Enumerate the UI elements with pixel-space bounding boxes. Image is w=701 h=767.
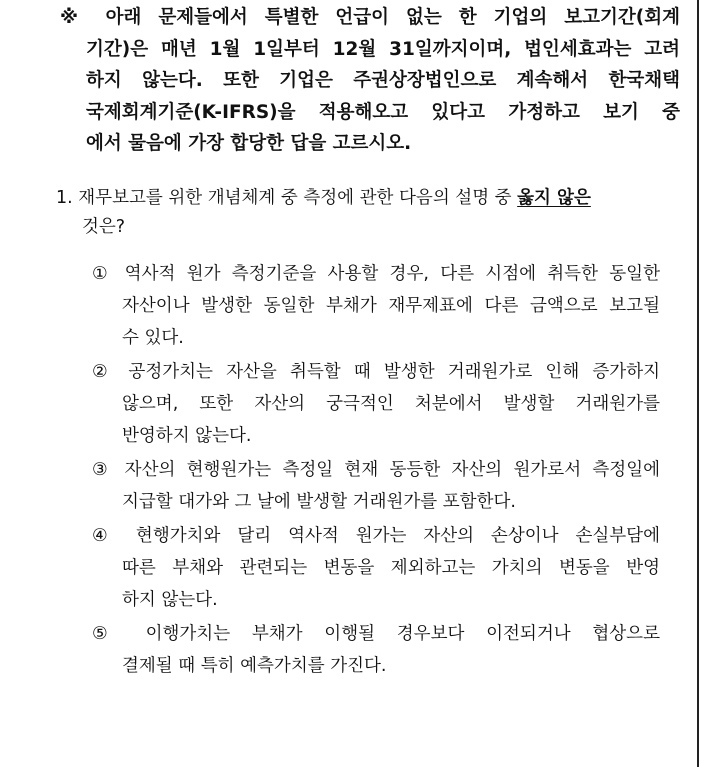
answer-option-3[interactable] [92,454,660,518]
question-stem-line [56,184,678,213]
answer-option-2[interactable] [92,356,660,452]
answer-options [92,258,660,682]
question-stem-text: 1. 재무보고를 위한 개념체계 중 측정에 관한 다음의 설명 중 [56,188,518,208]
notice-line: 에서 물음에 가장 합당한 답을 고르시오. [86,133,412,154]
question-stem-line: 것은? [82,217,126,237]
option-line: 않으며, 또한 자산의 궁극적인 처분에서 발생할 거래원가를 [122,394,660,414]
option-line: 하지 않는다. [122,590,218,610]
notice-line: 하지 않는다. 또한 기업은 주권상장법인으로 계속해서 한국채택 [86,70,680,91]
answer-option-5[interactable] [92,618,660,682]
instructions-notice [60,2,680,160]
option-line: ③ 자산의 현행원가는 측정일 현재 동등한 자산의 원가로서 측정일에 [92,460,660,480]
option-line: ⑤ 이행가치는 부채가 이행될 경우보다 이전되거나 협상으로 [92,624,660,644]
notice-line: 기간)은 매년 1월 1일부터 12월 31일까지이며, 법인세효과는 고려 [86,38,680,60]
question-emphasis: 옳지 않은 [517,188,591,208]
answer-option-1[interactable] [92,258,660,354]
answer-option-4[interactable] [92,520,660,616]
question-1 [56,184,678,242]
option-line: 반영하지 않는다. [122,426,252,446]
notice-line: 국제회계기준(K-IFRS)을 적용해오고 있다고 가정하고 보기 중 [86,101,680,123]
option-line: ④ 현행가치와 달리 역사적 원가는 자산의 손상이나 손실부담에 [92,526,660,546]
notice-line: ※ 아래 문제들에서 특별한 언급이 없는 한 기업의 보고기간(회계 [60,7,680,28]
option-line: 지급할 대가와 그 날에 발생할 거래원가를 포함한다. [122,492,516,512]
option-line: ① 역사적 원가 측정기준을 사용할 경우, 다른 시점에 취득한 동일한 [92,264,660,284]
option-line: 자산이나 발생한 동일한 부채가 재무제표에 다른 금액으로 보고될 [122,296,660,316]
option-line: ② 공정가치는 자산을 취득할 때 발생한 거래원가로 인해 증가하지 [92,362,660,382]
option-line: 수 있다. [122,328,184,348]
option-line: 결제될 때 특히 예측가치를 가진다. [122,656,387,676]
page-border-line [697,0,699,767]
option-line: 따른 부채와 관련되는 변동을 제외하고는 가치의 변동을 반영 [122,558,660,578]
